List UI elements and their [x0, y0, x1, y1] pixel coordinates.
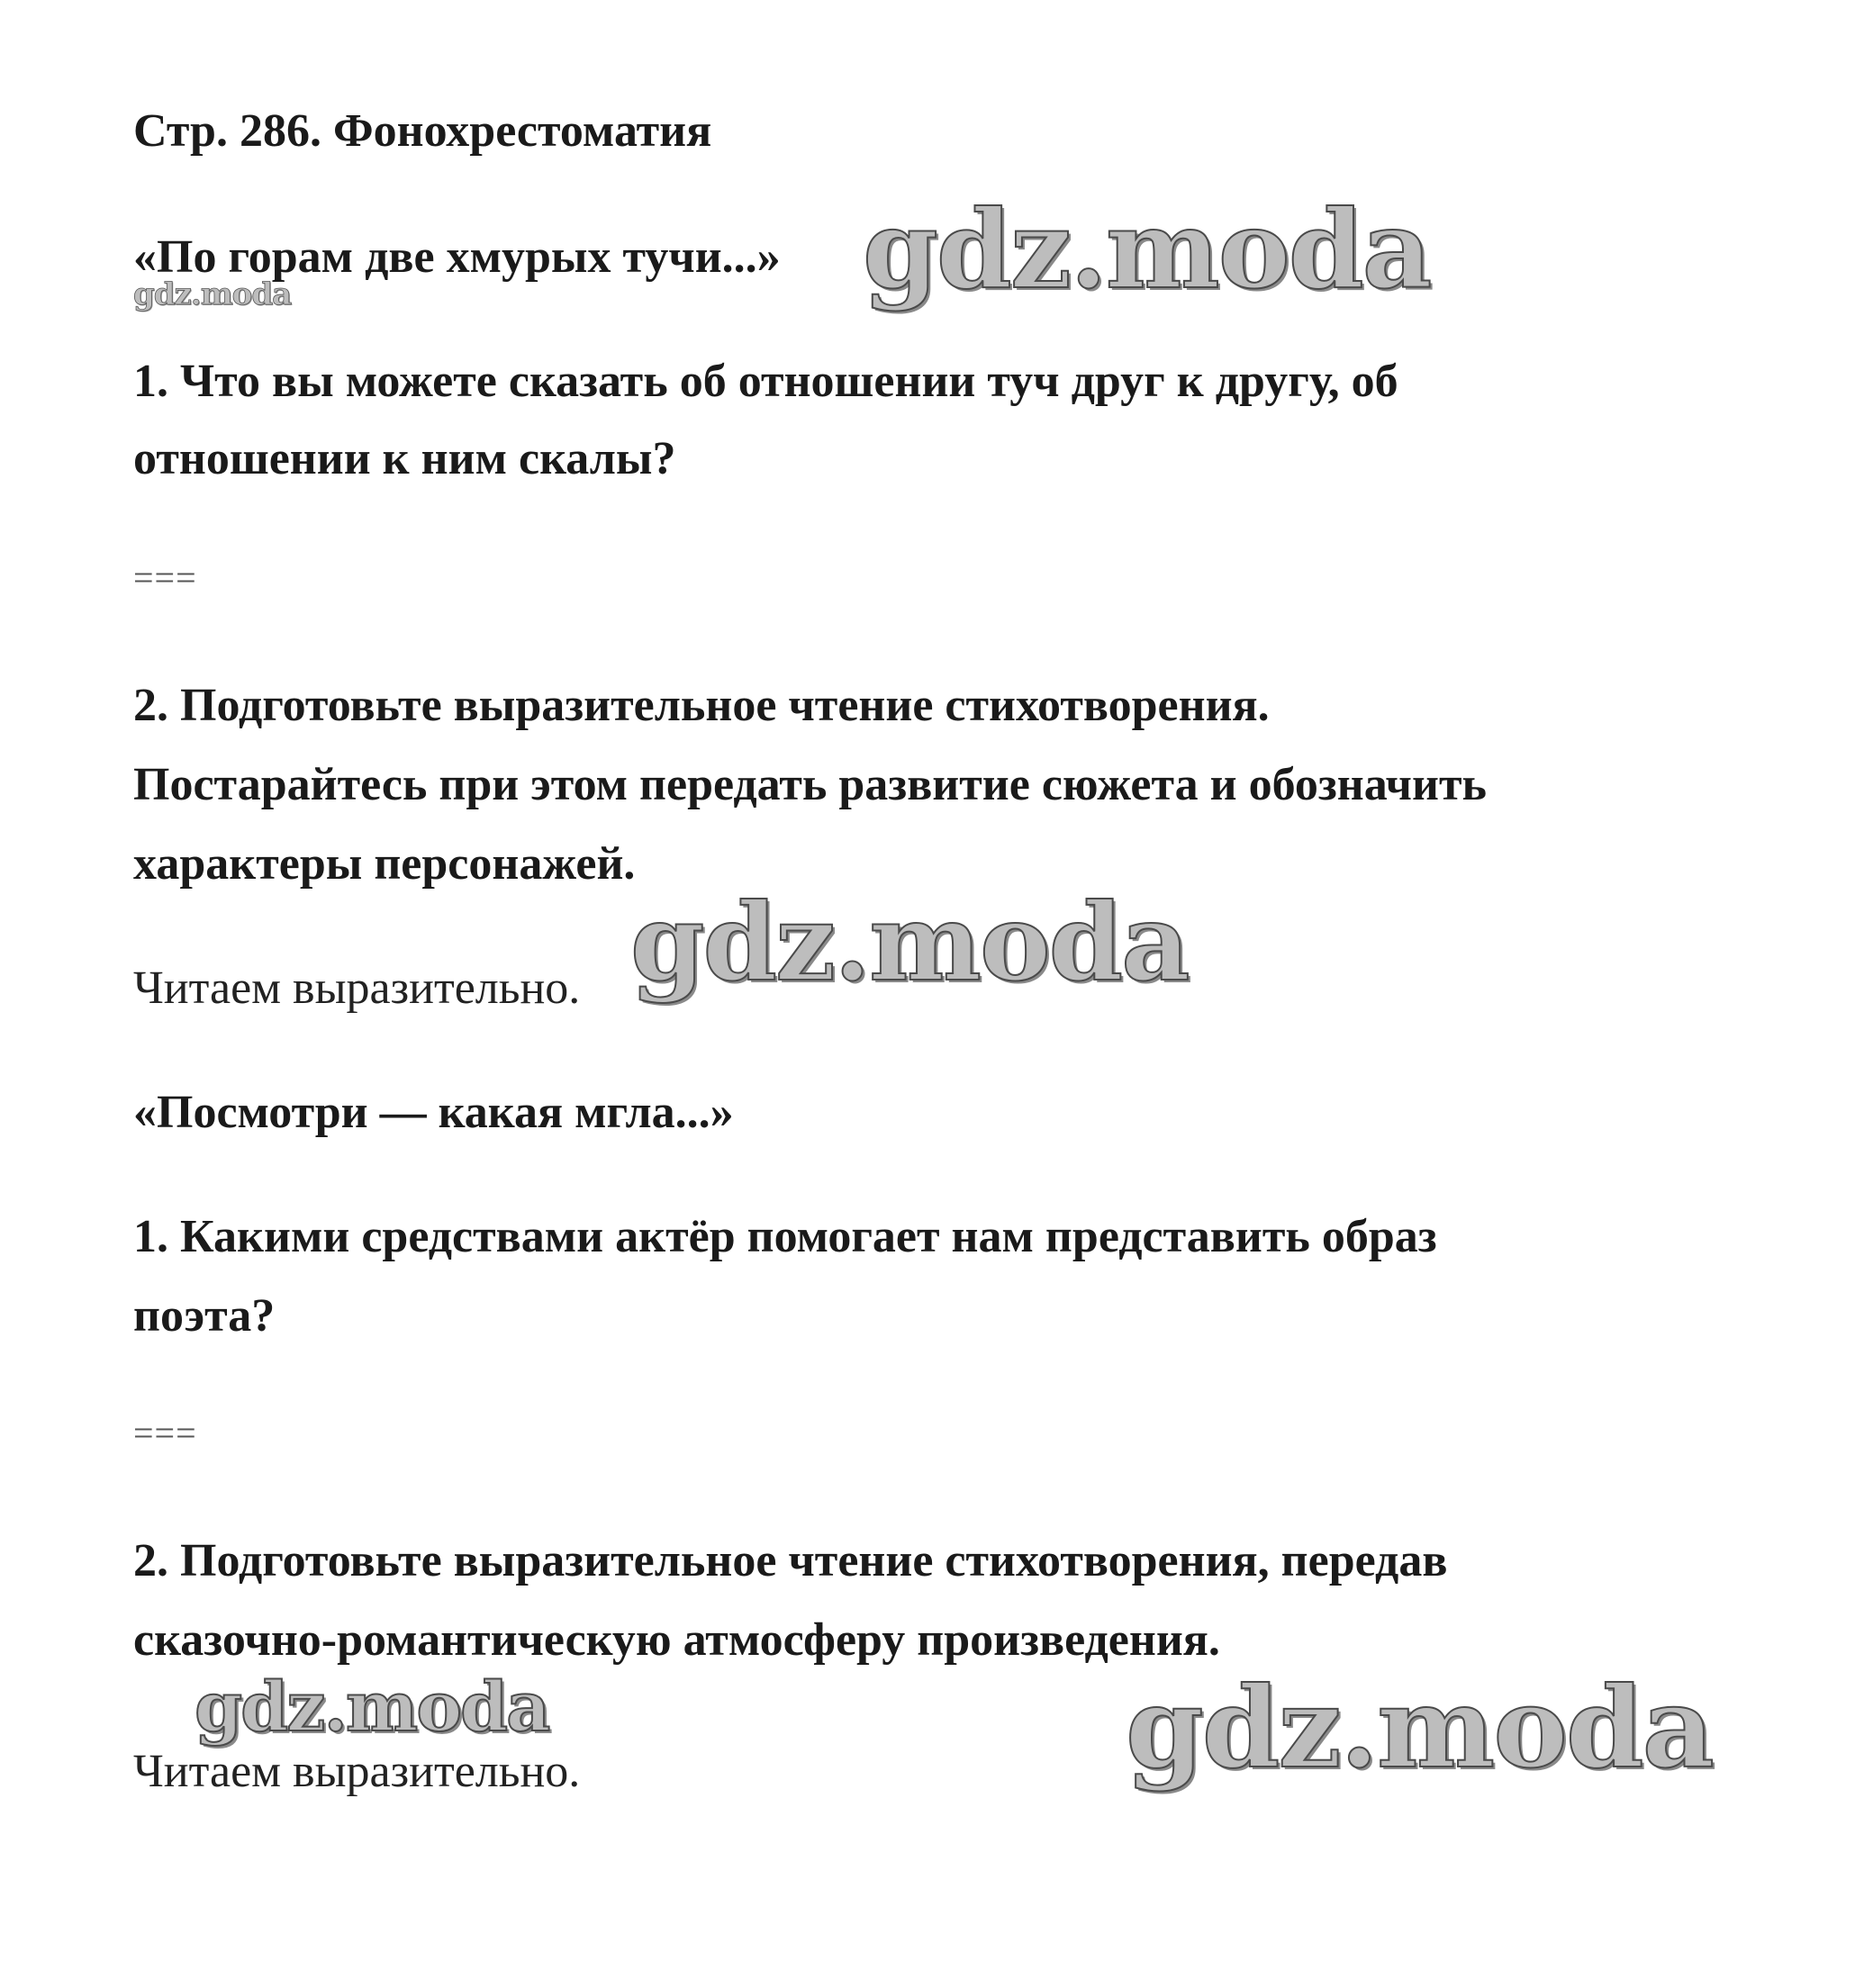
section-1-answer: Читаем выразительно. [133, 962, 581, 1014]
section-1-question-2-line-2: Постарайтесь при этом передать развитие сюжета и обозначить [133, 759, 1487, 810]
section-1-heading: «По горам две хмурых тучи...» [133, 231, 781, 283]
watermark-logo: gdz.moda [133, 276, 292, 312]
section-1-question-1-line-2: отношении к ним скалы? [133, 433, 676, 484]
page-title: Стр. 286. Фонохрестоматия [133, 105, 712, 157]
section-2-question-2-line-1: 2. Подготовьте выразительное чтение стихотворения, передав [133, 1535, 1448, 1586]
section-1-separator: === [133, 557, 197, 598]
watermark-logo: gdz.moda [1126, 1663, 1713, 1794]
section-1-question-2-line-3: характеры персонажей. [133, 838, 636, 890]
section-2-answer: Читаем выразительно. [133, 1746, 581, 1797]
section-1-question-2-line-1: 2. Подготовьте выразительное чтение стихотворения. [133, 680, 1270, 731]
watermark-logo: gdz.moda [195, 1667, 549, 1747]
watermark-logo: gdz.moda [863, 186, 1431, 313]
section-2-separator: === [133, 1413, 197, 1453]
watermark-logo: gdz.moda [630, 880, 1189, 1005]
section-2-question-1-line-2: поэта? [133, 1290, 276, 1342]
section-1-question-1-line-1: 1. Что вы можете сказать об отношении туч друг к другу, об [133, 356, 1398, 407]
section-2-question-1-line-1: 1. Какими средствами актёр помогает нам представить образ [133, 1211, 1437, 1262]
section-2-question-2-line-2: сказочно-романтическую атмосферу произведения. [133, 1614, 1220, 1666]
section-2-heading: «Посмотри — какая мгла...» [133, 1087, 734, 1138]
